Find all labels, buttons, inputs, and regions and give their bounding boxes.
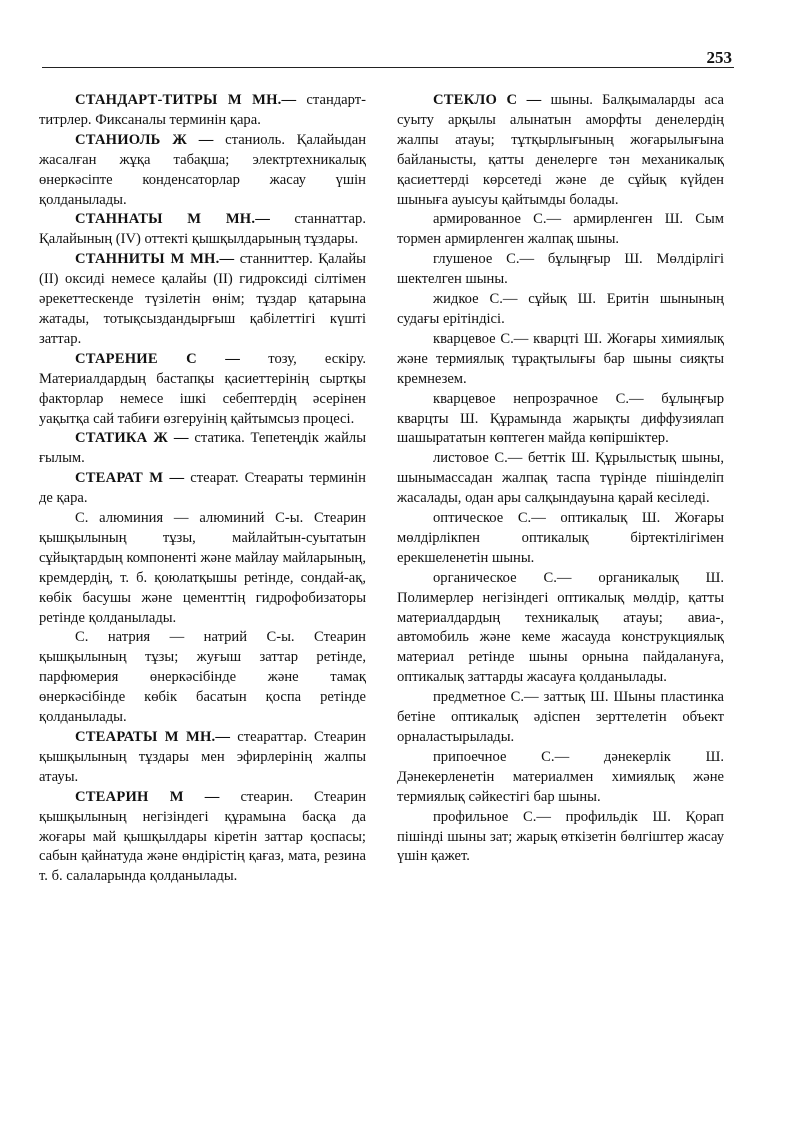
dictionary-entry xyxy=(397,91,724,210)
sub-entry: листовое С.— беттік Ш. Құрылыстық шыны, шынымассадан жалпақ таспа түрінде пішінделіп жасалады, одан ары салқындауына қарай кесіледі. xyxy=(397,450,724,507)
dictionary-entry xyxy=(39,350,366,430)
dictionary-entry xyxy=(39,788,366,888)
entry-headword: СТАННИТЫ М МН.— xyxy=(75,251,235,268)
entry-headword: СТАРЕНИЕ С — xyxy=(75,350,241,367)
left-column xyxy=(39,91,366,887)
dictionary-entry xyxy=(39,91,366,131)
dictionary-entry xyxy=(39,210,366,250)
dictionary-entry xyxy=(39,728,366,788)
entry-definition: стеарат. Стеараты терминін де қара. xyxy=(39,470,366,507)
dictionary-entry xyxy=(39,131,366,211)
sub-entry: предметное С.— заттық Ш. Шыны пластинка бетіне оптикалық әдіспен зерттелетін объект орналастырылады. xyxy=(397,689,724,745)
sub-entry: С. алюминия — алюминий С-ы. Стеарин қышқылының тұзы, майлайтын-суытатын сұйықтардың компоненті және майлау майларының, кремдердің, т. б. қоюлатқышы ретінде, сондай-ақ, көбік басушы және цементтің гидрофобизаторы ретінде қолданылады. xyxy=(39,510,366,626)
sub-entry: оптическое С.— оптикалық Ш. Жоғары мөлдірлікпен оптикалық біртектілігімен ерекшеленетін шыны. xyxy=(397,510,724,566)
sub-entry: профильное С.— профильдік Ш. Қорап пішінді шыны зат; жарық өткізетін бөлгіштер жасау үшін қажет. xyxy=(397,808,724,865)
entry-definition: стеараттар. Стеарин қышқылының тұздары мен эфирлерінің жалпы атауы. xyxy=(39,729,366,785)
right-column xyxy=(397,91,724,867)
entry-definition: тозу, ескіру. Материалдардың бастапқы қасиеттерінің сыртқы факторлар немесе ішкі себептердің әсерінен уақытқа сай табиғи өзгеруінің қайтымсыз процесі. xyxy=(39,350,366,427)
entry-definition: станнаттар. Қалайының (IV) оттекті қышқылдарының тұздары. xyxy=(39,211,366,248)
entry-headword: СТАТИКА Ж — xyxy=(75,430,189,447)
entry-definition: станиоль. Қалайыдан жасалған жұқа табақша; электртехникалық өнеркәсіпте конденсаторлар жасау үшін қолданылады. xyxy=(39,131,367,208)
entry-headword: СТЕКЛО С — xyxy=(433,92,542,108)
entry-headword: СТАНДАРТ-ТИТРЫ М МН.— xyxy=(75,92,297,108)
sub-entry: органическое С.— органикалық Ш. Полимерлер негізіндегі оптикалық мөлдір, қатты материалдардың техникалық атауы; авиа-, автомобиль және кеме жасауда конструкциялық материал ретінде шыны орнына пайдалануға, оптикалық заттарды жасауға қолданылады. xyxy=(397,569,724,686)
sub-entry: армированное С.— армирленген Ш. Сым тормен армирленген жалпақ шыны. xyxy=(397,211,724,248)
entry-headword: СТЕАРИН М — xyxy=(75,788,220,805)
sub-entry: глушеное С.— бұлыңғыр Ш. Мөлдірлігі шектелген шыны. xyxy=(397,251,724,288)
entry-headword: СТЕАРАТЫ М МН.— xyxy=(75,729,231,745)
page-number: 253 xyxy=(706,48,732,67)
sub-entry: кварцевое С.— кварцті Ш. Жоғары химиялық және термиялық тұрақтылығы бар шыны сияқты кремнезем. xyxy=(397,330,724,387)
entry-headword: СТАННАТЫ М МН.— xyxy=(75,211,271,228)
sub-entry: жидкое С.— сұйық Ш. Еритін шынының судағы ерітіндісі. xyxy=(397,291,724,327)
sub-entry: припоечное С.— дәнекерлік Ш. Дәнекерленетін материалмен химиялық және термиялық сәйкестігі бар шыны. xyxy=(397,748,724,805)
entry-definition: станниттер. Қалайы (II) оксиді немесе қалайы (II) гидроксиді сілтімен әрекеттескенде түзілетін өнім; тұздар қатарына жатады, тотықсыздандырғыш қабілеттігі күшті заттар. xyxy=(39,251,366,347)
entry-definition: шыны. Балқымаларды аса суыту арқылы алынатын аморфты денелердің жалпы атауы; тұтқырлығының жоғарылығына байланысты, қатты денелерге тән механикалық қасиеттерді көрсетеді және де сұйық күйден шыныға ауысуы қайтымды болады. xyxy=(397,92,724,208)
entry-headword: СТАНИОЛЬ Ж — xyxy=(75,131,214,148)
sub-entry: С. натрия — натрий С-ы. Стеарин қышқылының тұзы; жуғыш заттар ретінде, парфюмерия өнеркәсібінде және тамақ өнеркәсібінде көбік басатын қоспа ретінде қолданылады. xyxy=(39,629,366,726)
dictionary-entry xyxy=(39,469,366,509)
dictionary-entry xyxy=(39,250,366,350)
dictionary-entry xyxy=(39,429,366,469)
entry-definition: стандарт-титрлер. Фиксаналы терминін қара. xyxy=(39,92,366,128)
entry-headword: СТЕАРАТ М — xyxy=(75,470,185,487)
entry-definition: стеарин. Стеарин қышқылының негізіндегі құрамына басқа да жоғары май қышқылдары кіретін заттар қоспасы; сабын қайнатуда және өндірістің қағаз, мата, резина т. б. салаларында қолданылады. xyxy=(39,788,366,885)
sub-entry: кварцевое непрозрачное С.— бұлыңғыр кварцты Ш. Құрамында жарықты диффузиялап шашырататын көптеген майда көпіршіктер. xyxy=(397,390,724,447)
header-rule xyxy=(42,67,734,68)
entry-definition: статика. Тепетеңдік жайлы ғылым. xyxy=(39,430,366,467)
